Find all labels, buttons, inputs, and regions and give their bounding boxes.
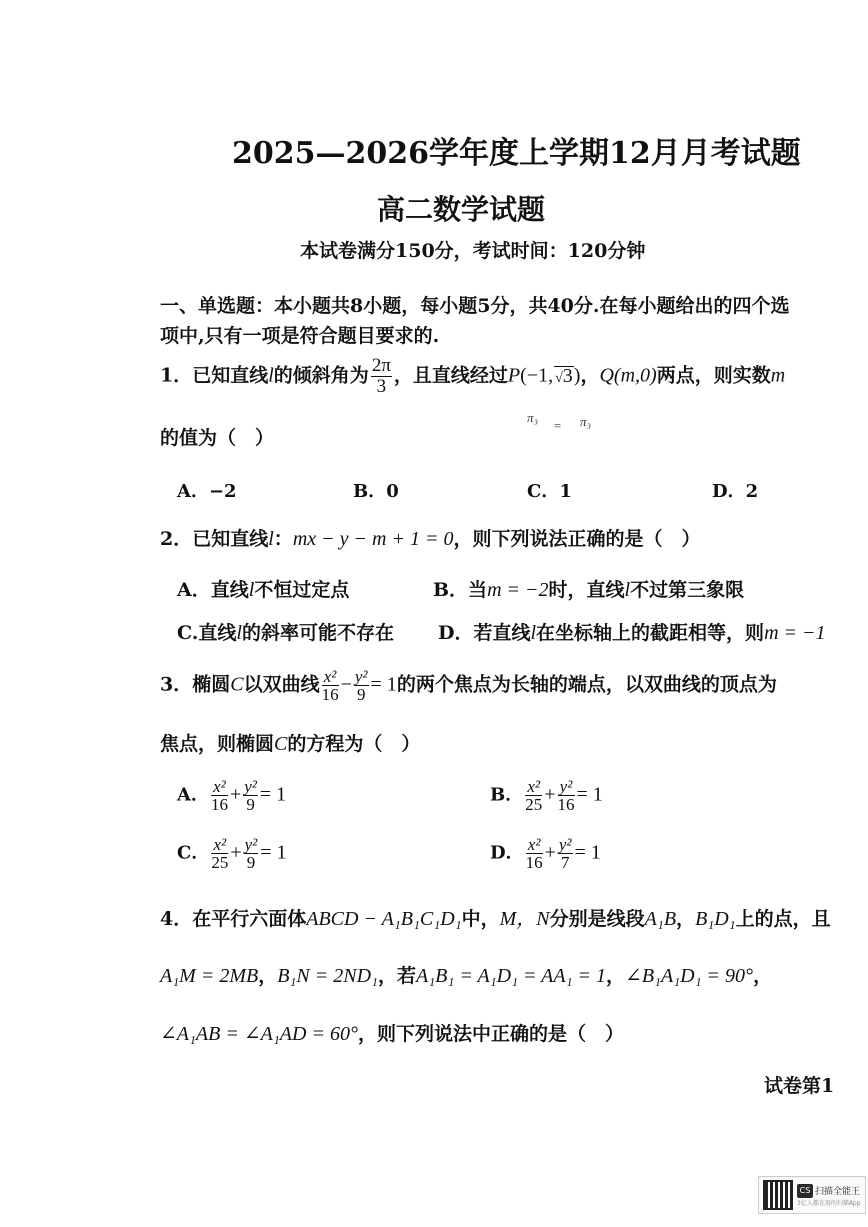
q2-equation: mx − y − m + 1 = 0 — [292, 528, 454, 550]
q3-optd-eq: = 1 — [574, 841, 601, 864]
q2-text-b: ： — [273, 528, 293, 550]
q2-opta-l: l — [248, 579, 255, 601]
q4-seg2: B₁D₁ — [695, 908, 736, 930]
q3-opta-eq: = 1 — [259, 783, 287, 806]
scanner-tagline: 3亿人都在用的扫描App — [797, 1199, 861, 1207]
page-number: 试卷第1 — [764, 1075, 835, 1097]
q1-text-d: 两点，则实数 — [656, 364, 771, 387]
q1-sqrt-value: 3 — [562, 364, 573, 387]
q2-opta-text1: A．直线 — [177, 579, 249, 601]
scribble-2: = — [553, 418, 562, 433]
q3-text-d: 焦点，则椭圆 — [160, 733, 275, 755]
q4-cond1: A₁M = 2MB — [160, 965, 259, 987]
q1-p-args-b: ) — [573, 364, 581, 387]
scanner-logo — [797, 1184, 861, 1207]
q3-option-a[interactable] — [177, 778, 286, 813]
question-1-line1 — [160, 356, 785, 397]
section-intro-line2: 项中,只有一项是符合题目要求的. — [160, 325, 440, 347]
q2-optb-l: l — [624, 579, 631, 601]
q3-optb-label: B． — [490, 784, 524, 806]
q3-hyp-16: 16 — [321, 685, 339, 704]
q3-optb-y: y² — [558, 778, 575, 796]
q3-optc-frac-y — [244, 836, 259, 871]
scanner-logo-row — [797, 1184, 861, 1198]
q3-text-b: 以双曲线 — [243, 673, 320, 696]
question-4-line1 — [160, 905, 831, 933]
q3-optc-y: y² — [244, 835, 258, 854]
q3-text-c: 的两个焦点为长轴的端点，以双曲线的顶点为 — [396, 673, 777, 696]
q3-optb-a: 25 — [525, 795, 543, 814]
q3-opta-plus: + — [229, 783, 242, 806]
q3-optc-a: 25 — [211, 853, 229, 872]
q2-optc-text1: C.直线 — [177, 622, 237, 644]
scanner-name: 扫描全能王 — [815, 1187, 861, 1197]
q3-option-c[interactable] — [177, 836, 287, 871]
q1-point-q: Q — [599, 364, 614, 387]
q4-sep2: ，若 — [377, 965, 416, 987]
q4-text-f: ，则下列说法中正确的是（ ） — [357, 1023, 624, 1045]
q1-var-m: m — [770, 364, 786, 387]
q3-opta-a: 16 — [210, 795, 228, 814]
q4-sep1: ， — [258, 965, 278, 987]
q3-optb-plus: + — [544, 783, 556, 806]
q3-hyp-y: y² — [354, 667, 368, 686]
q3-optd-frac-y — [558, 836, 573, 871]
q1-p-args-a: (−1, — [520, 364, 554, 387]
q1-sqrt-sign: √ — [555, 370, 563, 386]
q3-optd-frac-x — [526, 836, 543, 871]
q3-var-c2: C — [274, 733, 288, 755]
q2-optb-text2: 时，直线 — [548, 579, 625, 601]
q4-text-a: 4．在平行六面体 — [160, 908, 307, 930]
q2-text-c: ，则下列说法正确的是（ ） — [453, 528, 701, 550]
qr-code-icon — [763, 1180, 793, 1210]
q2-optd-eq: m = −1 — [764, 622, 826, 644]
q3-hyp-9: 9 — [356, 685, 366, 704]
q1-p-sqrt — [554, 366, 574, 388]
q1-option-d[interactable]: D．2 — [712, 481, 759, 502]
q3-optd-plus: + — [544, 841, 556, 864]
q1-text-b: 的倾斜角为 — [273, 364, 369, 387]
q2-optb-eq: m = −2 — [487, 579, 549, 601]
q3-optc-eq: = 1 — [260, 841, 287, 864]
exam-info: 本试卷满分150分，考试时间：120分钟 — [300, 240, 646, 262]
exam-subtitle: 高二数学试题 — [377, 193, 546, 226]
q2-option-a[interactable] — [177, 576, 349, 604]
q3-optb-eq: = 1 — [576, 783, 603, 806]
q3-optb-x: x² — [525, 778, 542, 796]
q3-hyp-frac-y — [354, 668, 369, 703]
scribble-3: π₃ — [580, 414, 592, 429]
question-1-line2: 的值为（ ） — [160, 427, 275, 449]
q3-optd-label: D． — [490, 842, 524, 864]
q3-opta-y: y² — [244, 777, 257, 796]
q2-optc-text2: 的斜率可能不存在 — [241, 622, 394, 644]
q4-solid: ABCD − A₁B₁C₁D₁ — [306, 908, 462, 930]
q2-optb-text1: B．当 — [433, 579, 488, 601]
exam-title: 2025—2026学年度上学期12月月考试题 — [232, 136, 801, 171]
q3-var-c: C — [230, 673, 244, 696]
scribble-1: π₃ — [527, 410, 539, 425]
q3-optb-frac-y — [558, 778, 575, 813]
q3-optc-b: 9 — [246, 853, 256, 872]
q2-opta-text2: 不恒过定点 — [254, 579, 350, 601]
q4-sep3: ， — [606, 965, 626, 987]
q3-optc-plus: + — [230, 841, 242, 864]
q3-opta-label: A． — [177, 784, 209, 806]
q3-text-a: 3．椭圆 — [160, 673, 231, 696]
question-3-line1 — [160, 668, 777, 703]
q3-opta-frac-x — [211, 778, 228, 813]
scanner-watermark — [758, 1176, 866, 1214]
q3-optc-x: x² — [211, 836, 228, 854]
q4-cond3: A₁B₁ = A₁D₁ = AA₁ = 1 — [415, 965, 607, 987]
q4-text-d: ， — [676, 908, 696, 930]
q1-option-b[interactable]: B．0 — [353, 481, 399, 502]
question-2 — [160, 525, 700, 553]
q3-optd-b: 7 — [560, 853, 570, 872]
q1-frac-den: 3 — [376, 376, 387, 397]
q4-text-e: 上的点，且 — [735, 908, 831, 930]
q3-optb-b: 16 — [557, 795, 575, 814]
q3-optc-label: C． — [177, 842, 210, 864]
q3-optd-x: x² — [526, 836, 543, 854]
q1-text-a: 1．已知直线 — [160, 364, 269, 387]
q3-optd-y: y² — [558, 835, 572, 854]
q3-optd-a: 16 — [525, 853, 543, 872]
q2-text-a: 2．已知直线 — [160, 528, 269, 550]
q4-cond5: ∠A₁AB = ∠A₁AD = 60° — [160, 1023, 358, 1045]
q4-text-c: 分别是线段 — [549, 908, 645, 930]
q4-mn: M，N — [499, 908, 550, 930]
q2-var-l: l — [268, 528, 274, 550]
q1-option-c[interactable]: C．1 — [527, 481, 572, 502]
q3-hyp-minus: − — [340, 673, 352, 696]
q3-option-b[interactable] — [490, 778, 603, 813]
q3-optc-frac-x — [211, 836, 228, 871]
camscanner-icon: CS — [797, 1184, 813, 1198]
q3-option-d[interactable] — [490, 836, 601, 871]
q1-frac-num: 2π — [371, 355, 391, 376]
q3-opta-frac-y — [243, 778, 258, 813]
question-4-line2 — [160, 962, 772, 990]
q3-opta-x: x² — [211, 778, 228, 796]
q3-text-e: 的方程为（ ） — [287, 733, 421, 755]
q4-cond4: ∠B₁A₁D₁ = 90° — [625, 965, 754, 987]
q2-optd-text1: D．若直线 — [438, 622, 531, 644]
q1-text-c: ，且直线经过 — [393, 364, 508, 387]
q1-sep: ， — [580, 364, 600, 387]
q4-seg1: A₁B — [644, 908, 677, 930]
question-3-line2 — [160, 730, 420, 758]
section-intro-line1: 一、单选题：本小题共8小题，每小题5分，共40分.在每小题给出的四个选 — [160, 295, 790, 317]
q4-text-b: 中， — [461, 908, 500, 930]
q4-cond2: B₁N = 2ND₁ — [277, 965, 378, 987]
q1-point-p: P — [507, 364, 521, 387]
q1-option-a[interactable]: A．−2 — [177, 481, 237, 502]
q2-option-d[interactable] — [438, 619, 826, 647]
q2-optd-text2: 在坐标轴上的截距相等，则 — [536, 622, 765, 644]
q1-q-args: (m,0) — [613, 364, 657, 387]
q1-angle-fraction — [371, 356, 392, 397]
q3-opta-b: 9 — [246, 795, 255, 814]
q1-var-l: l — [268, 364, 274, 387]
q3-hyp-x: x² — [322, 668, 339, 686]
q2-option-c[interactable] — [177, 619, 394, 647]
q2-optc-l: l — [236, 622, 242, 644]
q2-option-b[interactable] — [433, 576, 744, 604]
q2-optd-l: l — [530, 622, 537, 644]
q3-hyp-eq: = 1 — [370, 673, 397, 696]
q4-sep4: ， — [753, 965, 773, 987]
q2-optb-text3: 不过第三象限 — [630, 579, 745, 601]
question-4-line3 — [160, 1020, 624, 1048]
q3-hyp-frac-x — [322, 668, 339, 703]
q3-optb-frac-x — [525, 778, 542, 813]
